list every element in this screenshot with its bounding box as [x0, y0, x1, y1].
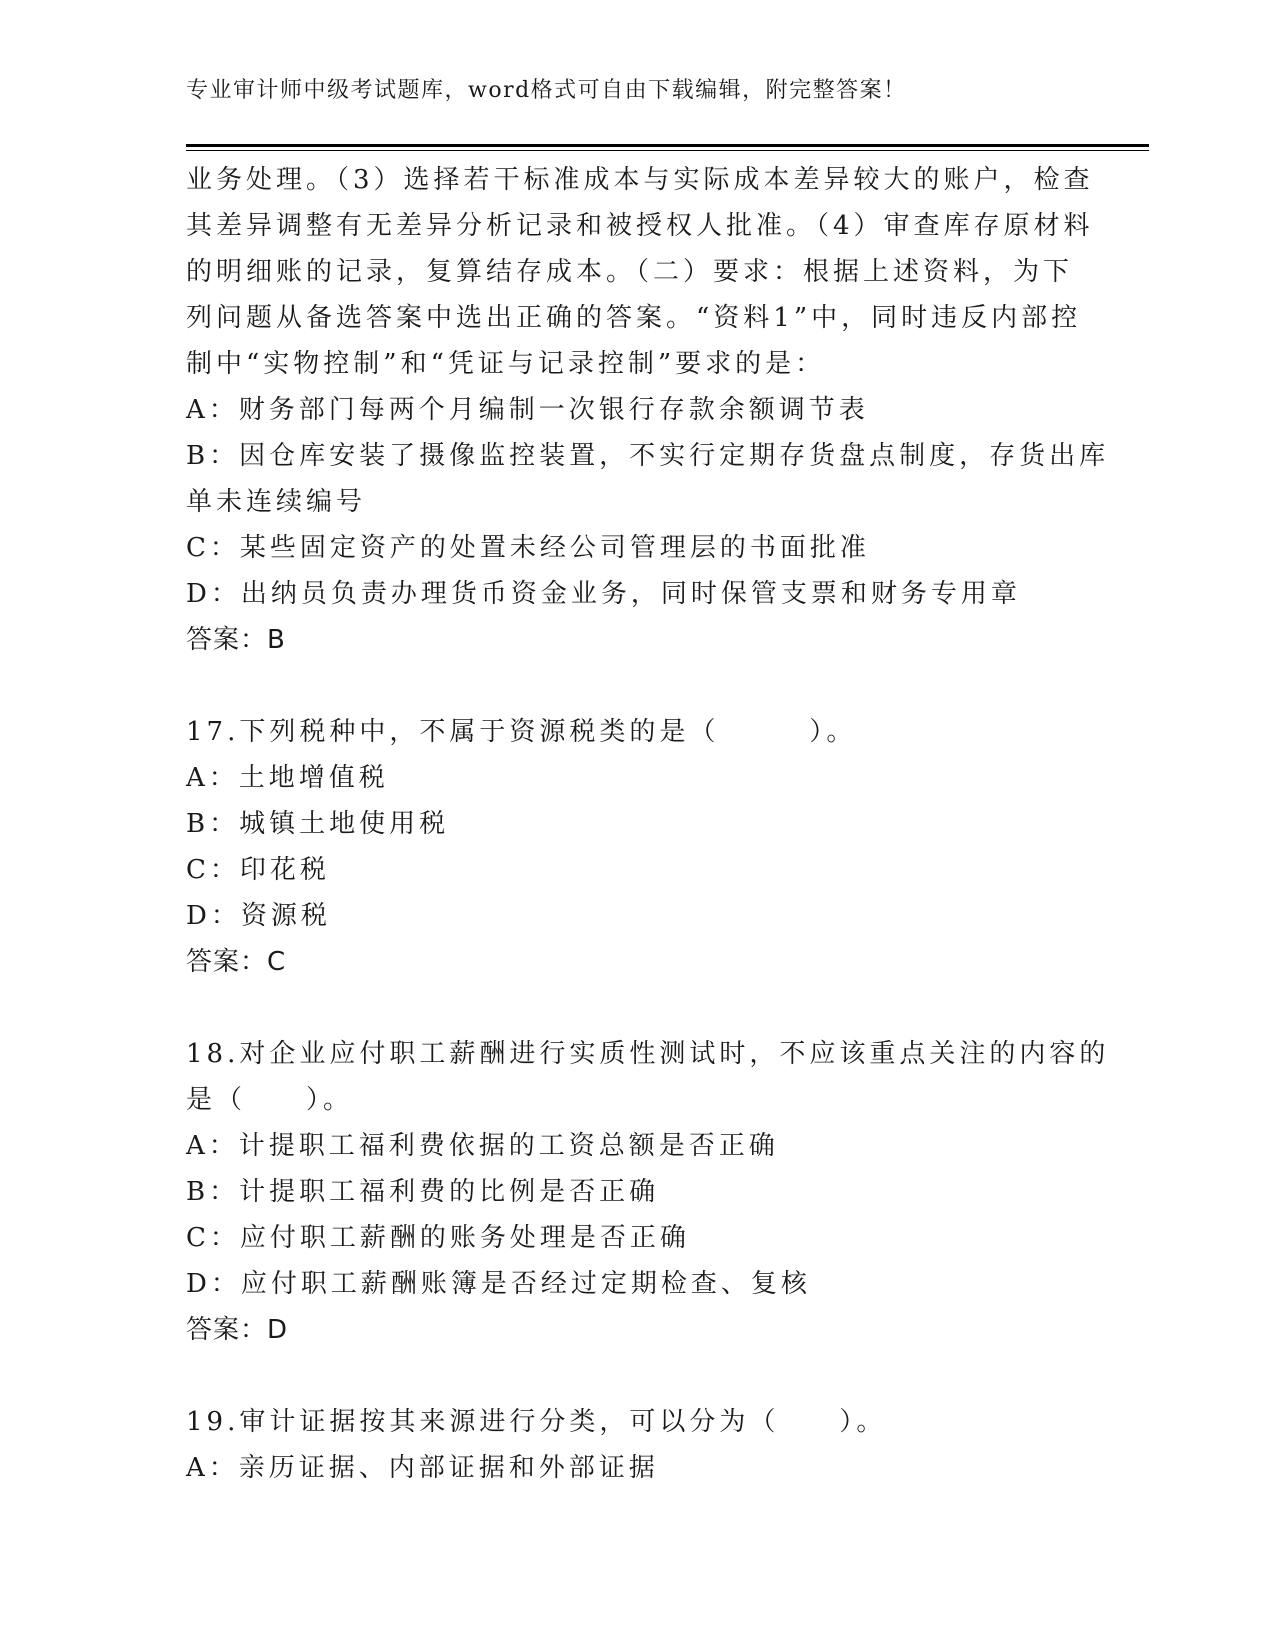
answer-label: 答案：B	[186, 625, 286, 655]
header-rule-thin	[186, 150, 1149, 151]
question-stem: 18.对企业应付职工薪酬进行实质性测试时，不应该重点关注的内容的	[186, 1039, 1110, 1069]
option-a: A：土地增值税	[186, 763, 389, 793]
question-stem: 19.审计证据按其来源进行分类，可以分为（ ）。	[186, 1407, 887, 1437]
option-c: C：印花税	[186, 855, 330, 885]
option-c: C：应付职工薪酬的账务处理是否正确	[186, 1223, 690, 1253]
question-18	[186, 1031, 1110, 1353]
option-a: A：计提职工福利费依据的工资总额是否正确	[186, 1131, 779, 1161]
spacer	[186, 1353, 1086, 1399]
question-stem-line: 制中“实物控制”和“凭证与记录控制”要求的是：	[186, 349, 826, 379]
question-stem-line: 其差异调整有无差异分析记录和被授权人批准。（4）审查库存原材料	[186, 211, 1094, 241]
option-d: D：资源税	[186, 901, 331, 931]
answer-label: 答案：C	[186, 947, 287, 977]
question-16	[186, 157, 1110, 663]
option-c: C：某些固定资产的处置未经公司管理层的书面批准	[186, 533, 870, 563]
document-body	[186, 157, 1110, 1491]
question-19	[186, 1399, 1086, 1491]
question-17	[186, 709, 1086, 985]
option-d: D：出纳员负责办理货币资金业务，同时保管支票和财务专用章	[186, 579, 1021, 609]
option-d: D：应付职工薪酬账簿是否经过定期检查、复核	[186, 1269, 811, 1299]
option-b: B：城镇土地使用税	[186, 809, 450, 839]
answer-label: 答案：D	[186, 1315, 289, 1345]
question-stem-line: 业务处理。（3）选择若干标准成本与实际成本差异较大的账户，检查	[186, 165, 1094, 195]
option-a: A：财务部门每两个月编制一次银行存款余额调节表	[186, 395, 869, 425]
header-rule-thick	[186, 144, 1149, 147]
spacer	[186, 663, 1086, 709]
question-stem-line: 列问题从备选答案中选出正确的答案。“资料1”中，同时违反内部控	[186, 303, 1082, 333]
question-stem: 17.下列税种中，不属于资源税类的是（ ）。	[186, 717, 857, 747]
question-stem-line: 的明细账的记录，复算结存成本。（二）要求：根据上述资料，为下	[186, 257, 1074, 287]
option-b: B：计提职工福利费的比例是否正确	[186, 1177, 660, 1207]
option-b: B：因仓库安装了摄像监控装置，不实行定期存货盘点制度，存货出库	[186, 441, 1110, 471]
question-stem-continued: 是（ ）。	[186, 1085, 354, 1115]
option-a: A：亲历证据、内部证据和外部证据	[186, 1453, 659, 1483]
option-b-continued: 单未连续编号	[186, 487, 367, 517]
page-header: 专业审计师中级考试题库，word格式可自由下载编辑，附完整答案！	[186, 78, 907, 103]
spacer	[186, 985, 1086, 1031]
